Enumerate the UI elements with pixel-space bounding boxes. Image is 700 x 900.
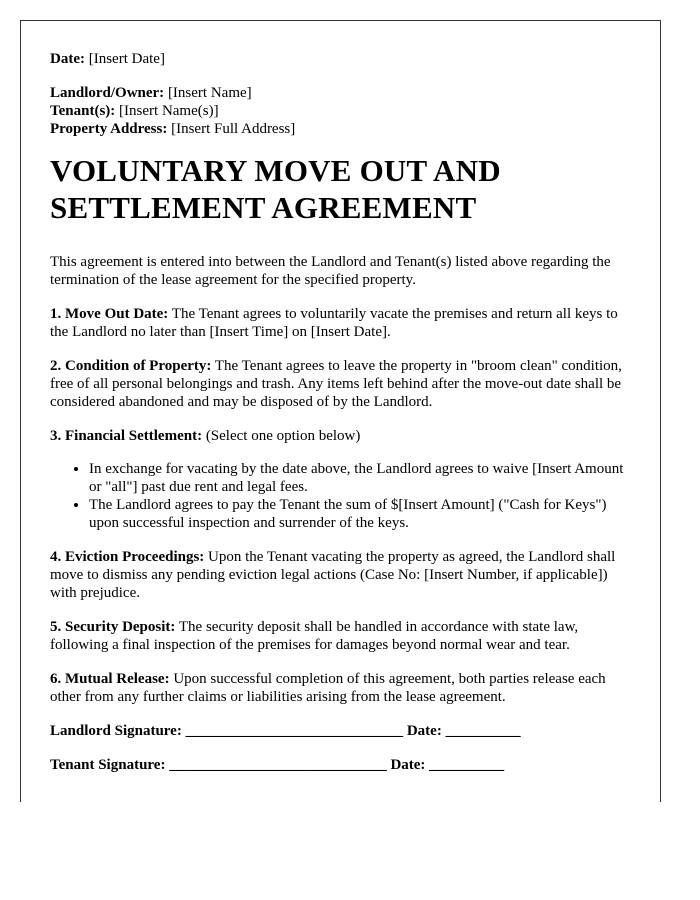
landlord-signature-line: Landlord Signature: _____________________________ Date: __________ bbox=[50, 723, 521, 739]
section-text: Upon the Tenant vacating the property as agreed, the Landlord shall move to dismiss any pending eviction legal actions (Case No: [Insert Number, if applicable]) with prejudice. bbox=[50, 549, 616, 601]
section-text: The Tenant agrees to voluntarily vacate the premises and return all keys to the Landlord no later than [Insert Time] on [Insert Date]. bbox=[50, 306, 618, 340]
section-text: Upon successful completion of this agreement, both parties release each other from any further claims or liabilities arising from the lease agreement. bbox=[50, 671, 606, 705]
section-eviction-proceedings bbox=[50, 548, 634, 602]
section-condition-of-property bbox=[50, 357, 634, 411]
section-security-deposit bbox=[50, 618, 634, 654]
landlord-value: [Insert Name] bbox=[164, 85, 252, 101]
document-title: VOLUNTARY MOVE OUT AND SETTLEMENT AGREEMENT bbox=[50, 153, 501, 225]
section-text: The Tenant agrees to leave the property in "broom clean" condition, free of all personal belongings and trash. Any items left behind after the move-out date shall be considered abandoned and may be disposed of by the Landlord. bbox=[50, 358, 622, 410]
settlement-option: • The Landlord agrees to pay the Tenant the sum of $[Insert Amount] ("Cash for Keys") upon successful inspection and surrender of the keys. bbox=[89, 496, 634, 532]
date-value: [Insert Date] bbox=[84, 51, 165, 67]
document-content bbox=[50, 50, 634, 774]
tenant-value: [Insert Name(s)] bbox=[115, 103, 219, 119]
section-move-out-date bbox=[50, 305, 634, 341]
settlement-options-list bbox=[50, 460, 634, 532]
address-value: [Insert Full Address] bbox=[167, 121, 296, 137]
section-heading: 4. Eviction Proceedings: bbox=[50, 549, 205, 565]
document-page bbox=[20, 20, 661, 802]
tenant-label: Tenant(s): bbox=[50, 103, 116, 119]
section-heading: 3. Financial Settlement: bbox=[50, 428, 203, 444]
landlord-line bbox=[50, 84, 634, 102]
settlement-option: • In exchange for vacating by the date above, the Landlord agrees to waive [Insert Amount or "all"] past due rent and legal fees. bbox=[89, 460, 634, 496]
section-financial-settlement bbox=[50, 427, 634, 445]
section-heading: 1. Move Out Date: bbox=[50, 306, 169, 322]
landlord-label: Landlord/Owner: bbox=[50, 85, 165, 101]
section-heading: 2. Condition of Property: bbox=[50, 358, 212, 374]
date-label: Date: bbox=[50, 51, 85, 67]
section-heading: 6. Mutual Release: bbox=[50, 671, 170, 687]
intro-paragraph: This agreement is entered into between the Landlord and Tenant(s) listed above regarding the termination of the lease agreement for the specified property. bbox=[50, 254, 611, 288]
tenant-line bbox=[50, 102, 634, 120]
address-label: Property Address: bbox=[50, 121, 168, 137]
parties-block bbox=[50, 84, 634, 138]
section-heading: 5. Security Deposit: bbox=[50, 619, 176, 635]
tenant-signature-line: Tenant Signature: _____________________________ Date: __________ bbox=[50, 757, 505, 773]
section-text: (Select one option below) bbox=[202, 428, 361, 444]
section-mutual-release bbox=[50, 670, 634, 706]
address-line bbox=[50, 120, 634, 138]
date-line bbox=[50, 50, 634, 68]
section-text: The security deposit shall be handled in accordance with state law, following a final inspection of the premises for damages beyond normal wear and tear. bbox=[50, 619, 579, 653]
